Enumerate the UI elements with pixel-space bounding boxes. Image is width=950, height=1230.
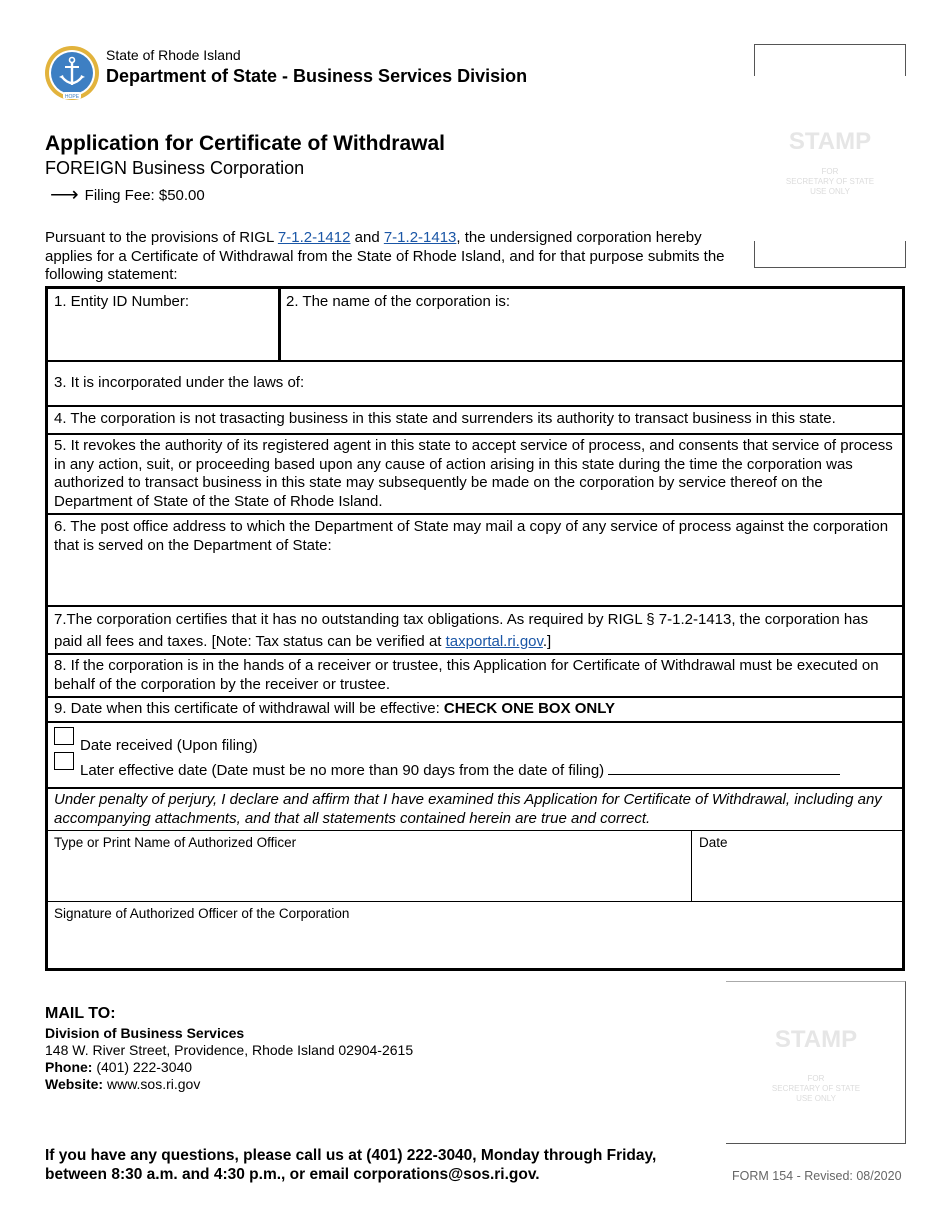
arrow-right-icon: ⟶ [50, 184, 79, 206]
stamp-sub-1-bottom: FOR [807, 1074, 825, 1083]
form-title: Application for Certificate of Withdrawal [45, 132, 446, 155]
date-label: Date [699, 835, 728, 850]
entity-id-field[interactable] [48, 313, 276, 359]
statement-4-text: 4. The corporation is not trasacting business in this state and surrenders its authority to transact business in this state. [54, 410, 836, 427]
mail-website [45, 1076, 413, 1093]
effective-date-label: 9. Date when this certificate of withdrawal will be effective: [54, 700, 444, 717]
intro-paragraph [45, 229, 745, 285]
intro-text-2: and [350, 229, 384, 246]
seal-motto: HOPE [64, 94, 80, 100]
option-later-date [54, 758, 896, 783]
department-name: Department of State - Business Services Division [106, 66, 528, 86]
stamp-sub-3-bottom: USE ONLY [796, 1094, 836, 1103]
intro-text-1: Pursuant to the provisions of RIGL [45, 229, 278, 246]
tax-certification-end: .] [542, 633, 552, 650]
statement-5-text: 5. It revokes the authority of its registered agent in this state to accept service of process, and consents that service of process in any action, suit, or proceeding based upon any cause of action arising in this state during the time the corporation was authorized to transact business in this state may subsequently be made on the corporation by service thereof on the Department of State of the State of Rhode Island. [54, 437, 893, 510]
rigl-1413-link[interactable]: 7-1.2-1413 [383, 229, 457, 246]
intro-text-3: , the undersigned corporation hereby applies for a Certificate of Withdrawal from the State of Rhode Island, and for that purpose submits the following statement: [45, 229, 725, 283]
date-field[interactable] [693, 851, 901, 901]
divider [691, 831, 692, 902]
mail-address: 148 W. River Street, Providence, Rhode Island 02904-2615 [45, 1042, 414, 1058]
officer-name-label: Type or Print Name of Authorized Officer [54, 835, 297, 850]
contact-line-1: If you have any questions, please call us at (401) 222-3040, Monday through Friday, [45, 1147, 657, 1164]
phone-value: (401) 222-3040 [92, 1059, 193, 1075]
row-statement-5 [48, 435, 902, 515]
stamp-label-bottom: STAMP [774, 1026, 858, 1053]
row-effective-date-heading [48, 698, 902, 723]
receiver-trustee-text: 8. If the corporation is in the hands of a receiver or trustee, this Application for Certificate of Withdrawal must be executed on behalf of the corporation by the receiver or trustee. [54, 657, 879, 693]
officer-name-field[interactable] [48, 851, 690, 901]
check-one-instruction: CHECK ONE BOX ONLY [443, 700, 616, 717]
entity-id-label: 1. Entity ID Number: [54, 293, 190, 310]
website-label: Website: [45, 1076, 104, 1092]
signature-label: Signature of Authorized Officer of the Corporation [54, 906, 350, 921]
row-receiver-trustee [48, 655, 902, 698]
later-date-field[interactable] [608, 761, 840, 775]
ri-state-seal [44, 45, 100, 101]
row-post-office-address[interactable] [48, 515, 902, 607]
stamp-sub-2: SECRETARY OF STATE [785, 177, 875, 186]
mail-to-title: MAIL TO: [45, 1005, 116, 1022]
incorporated-under-label: 3. It is incorporated under the laws of: [54, 374, 305, 391]
later-date-label: Later effective date (Date must be no more than 90 days from the date of filing) [80, 762, 605, 779]
stamp-label: STAMP [788, 128, 872, 155]
corporation-name-field[interactable] [282, 313, 900, 359]
later-date-checkbox[interactable] [54, 752, 74, 770]
filing-fee [50, 184, 205, 206]
stamp-box-top [754, 44, 906, 268]
application-form [45, 286, 905, 971]
row-incorporation-law[interactable] [48, 362, 902, 407]
row-perjury-statement [48, 789, 902, 831]
contact-info [45, 1146, 656, 1184]
taxportal-link[interactable]: taxportal.ri.gov [445, 633, 543, 650]
stamp-sub-2-bottom: SECRETARY OF STATE [771, 1084, 861, 1093]
mail-to-block [45, 1005, 413, 1093]
filing-fee-text: Filing Fee: $50.00 [84, 187, 205, 204]
divider [278, 289, 281, 360]
website-value: www.sos.ri.gov [103, 1076, 201, 1092]
row-signature[interactable] [48, 902, 902, 968]
perjury-statement-text: Under penalty of perjury, I declare and affirm that I have examined this Application for Certificate of Withdrawal, including any accompanying attachments, and that all statements contained herein are true and correct. [54, 791, 882, 827]
stamp-box-bottom [726, 981, 906, 1144]
date-received-checkbox[interactable] [54, 727, 74, 745]
phone-label: Phone: [45, 1059, 93, 1075]
mail-division: Division of Business Services [45, 1025, 245, 1041]
form-subtitle: FOREIGN Business Corporation [45, 158, 305, 178]
form-revision: FORM 154 - Revised: 08/2020 [732, 1169, 902, 1183]
stamp-sub-3: USE ONLY [810, 187, 850, 196]
corporation-name-label: 2. The name of the corporation is: [286, 293, 511, 310]
tax-certification-text: 7.The corporation certifies that it has no outstanding tax obligations. As required by RIGL § 7-1.2-1413, the corporation has paid all fees and taxes. [Note: Tax status can be verified at [54, 611, 869, 650]
post-office-address-label: 6. The post office address to which the Department of State may mail a copy of any service of process against the corporation that is served on the Department of State: [54, 518, 889, 554]
date-received-label: Date received (Upon filing) [80, 737, 258, 754]
row-effective-date-options [48, 723, 902, 789]
state-name: State of Rhode Island [106, 47, 241, 63]
row-statement-4 [48, 407, 902, 435]
contact-line-2: between 8:30 a.m. and 4:30 p.m., or email corporations@sos.ri.gov. [45, 1166, 540, 1183]
stamp-sub-1: FOR [821, 167, 839, 176]
mail-phone [45, 1059, 413, 1076]
option-date-received [54, 733, 896, 758]
rigl-1412-link[interactable]: 7-1.2-1412 [277, 229, 351, 246]
row-tax-certification [48, 607, 902, 655]
